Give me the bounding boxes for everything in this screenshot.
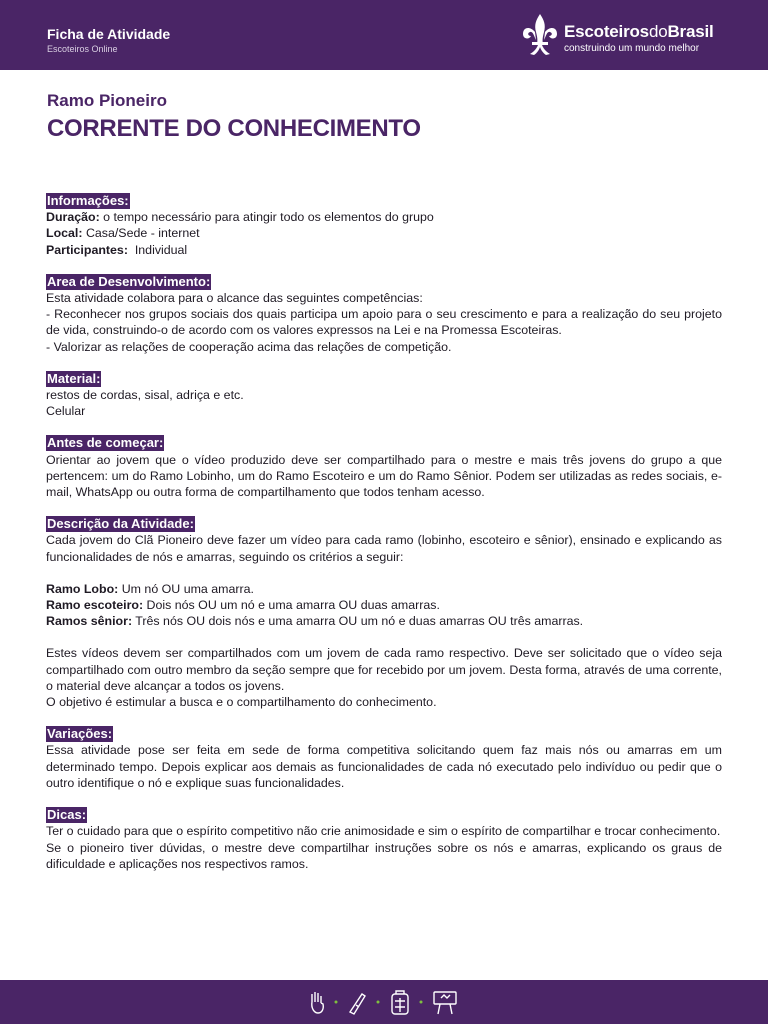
doc-subtitle: Escoteiros Online — [47, 44, 118, 54]
section-area-desenvolvimento — [46, 274, 722, 355]
section-dicas — [46, 807, 722, 872]
participantes-line: Participantes: Individual — [46, 242, 188, 257]
section-antes-de-comecar — [46, 435, 722, 500]
duracao-line: Duração: o tempo necessário para atingir todo os elementos do grupo — [46, 210, 434, 225]
knife-icon — [350, 994, 365, 1014]
section-title: Antes de começar: — [47, 435, 164, 451]
footer-bar — [0, 980, 768, 1024]
branch-subtitle: Ramo Pioneiro — [47, 91, 167, 110]
material-item: Celular — [46, 404, 86, 419]
escoteiros-logo — [520, 12, 730, 58]
material-item: restos de cordas, sisal, adriça e etc. — [46, 388, 244, 403]
criteria-lobo: Ramo Lobo: Um nó OU uma amarra. — [46, 581, 254, 596]
campfire-sign-icon — [434, 992, 456, 1014]
section-material — [46, 371, 722, 420]
area-line: - Valorizar as relações de cooperação acima das relações de competição. — [46, 339, 452, 354]
hand-icon — [312, 992, 323, 1013]
backpack-icon — [392, 991, 408, 1014]
section-title: Variações: — [47, 726, 113, 742]
header-bar — [0, 0, 768, 70]
footer-icons — [308, 988, 464, 1016]
section-title: Material: — [47, 370, 101, 386]
local-line: Local: Casa/Sede - internet — [46, 226, 200, 241]
section-title: Descrição da Atividade: — [47, 516, 194, 532]
activity-content — [46, 193, 722, 888]
section-informacoes — [46, 193, 722, 258]
separator-dot — [377, 1001, 380, 1004]
doc-type-label: Ficha de Atividade — [47, 26, 171, 42]
criteria-senior: Ramos sênior: Três nós OU dois nós e uma amarra OU um nó e duas amarras OU três amarras. — [46, 614, 584, 629]
separator-dot — [335, 1001, 338, 1004]
section-title: Area de Desenvolvimento: — [47, 273, 211, 289]
criteria-escoteiro: Ramo escoteiro: Dois nós OU um nó e uma amarra OU duas amarras. — [46, 598, 440, 613]
descricao-intro: Cada jovem do Clã Pioneiro deve fazer um vídeo para cada ramo (lobinho, escoteiro e sênior), ensinado e explicando as funcionalidades de nós e amarras, seguindo os critérios a seguir: — [46, 533, 722, 564]
area-line: Esta atividade colabora para o alcance das seguintes competências: — [46, 291, 423, 306]
antes-text: Orientar ao jovem que o vídeo produzido deve ser compartilhado para o mestre e mais três jovens do grupo a que pertencem: um do Ramo Lobinho, um do Ramo Escoteiro e um do Ramo Sênior. Podem ser utilizadas as redes sociais, e-mail, WhatsApp ou outra forma de compartilhamento que todos tenham acesso. — [46, 452, 722, 500]
fleur-de-lis-icon — [520, 12, 560, 58]
section-variacoes — [46, 726, 722, 791]
dicas-text: Ter o cuidado para que o espírito competitivo não crie animosidade e sim o espírito de compartilhar e trocar conhecimento. — [46, 824, 721, 839]
descricao-paragraph: Estes vídeos devem ser compartilhados com um jovem de cada ramo respectivo. Deve ser solicitado que o vídeo seja compartilhado com outro membro da seção sempre que for recebido por um jovem. Desta forma, através de uma corrente, o material deve alcançar a todos os jovens. — [46, 646, 722, 693]
separator-dot — [420, 1001, 423, 1004]
page-title: CORRENTE DO CONHECIMENTO — [47, 115, 421, 142]
section-descricao — [46, 516, 722, 710]
section-title: Dicas: — [47, 807, 87, 823]
section-title: Informações: — [47, 193, 129, 208]
variacoes-text: Essa atividade pose ser feita em sede de forma competitiva solicitando quem faz mais nós ou amarras em um determinado tempo. Depois explicar aos demais as funcionalidades de cada nó executado pelo indivíduo ou pedir que o outro identifique o nó e explique suas funcionalidades. — [46, 743, 722, 790]
area-line: - Reconhecer nos grupos sociais dos quais participa um apoio para o seu crescimento e para a realização do seu projeto de vida, construindo-o de acordo com os valores expressos na Lei e na Promessa Escoteiras. — [46, 307, 722, 338]
brand-name: EscoteirosdoBrasil — [564, 22, 714, 41]
descricao-paragraph: O objetivo é estimular a busca e o compartilhamento do conhecimento. — [46, 695, 437, 710]
brand-tagline: construindo um mundo melhor — [564, 43, 700, 54]
dicas-text: Se o pioneiro tiver dúvidas, o mestre deve compartilhar instruções sobre os nós e amarras, explicando os graus de dificuldade e aplicações nos respectivos ramos. — [46, 840, 722, 871]
